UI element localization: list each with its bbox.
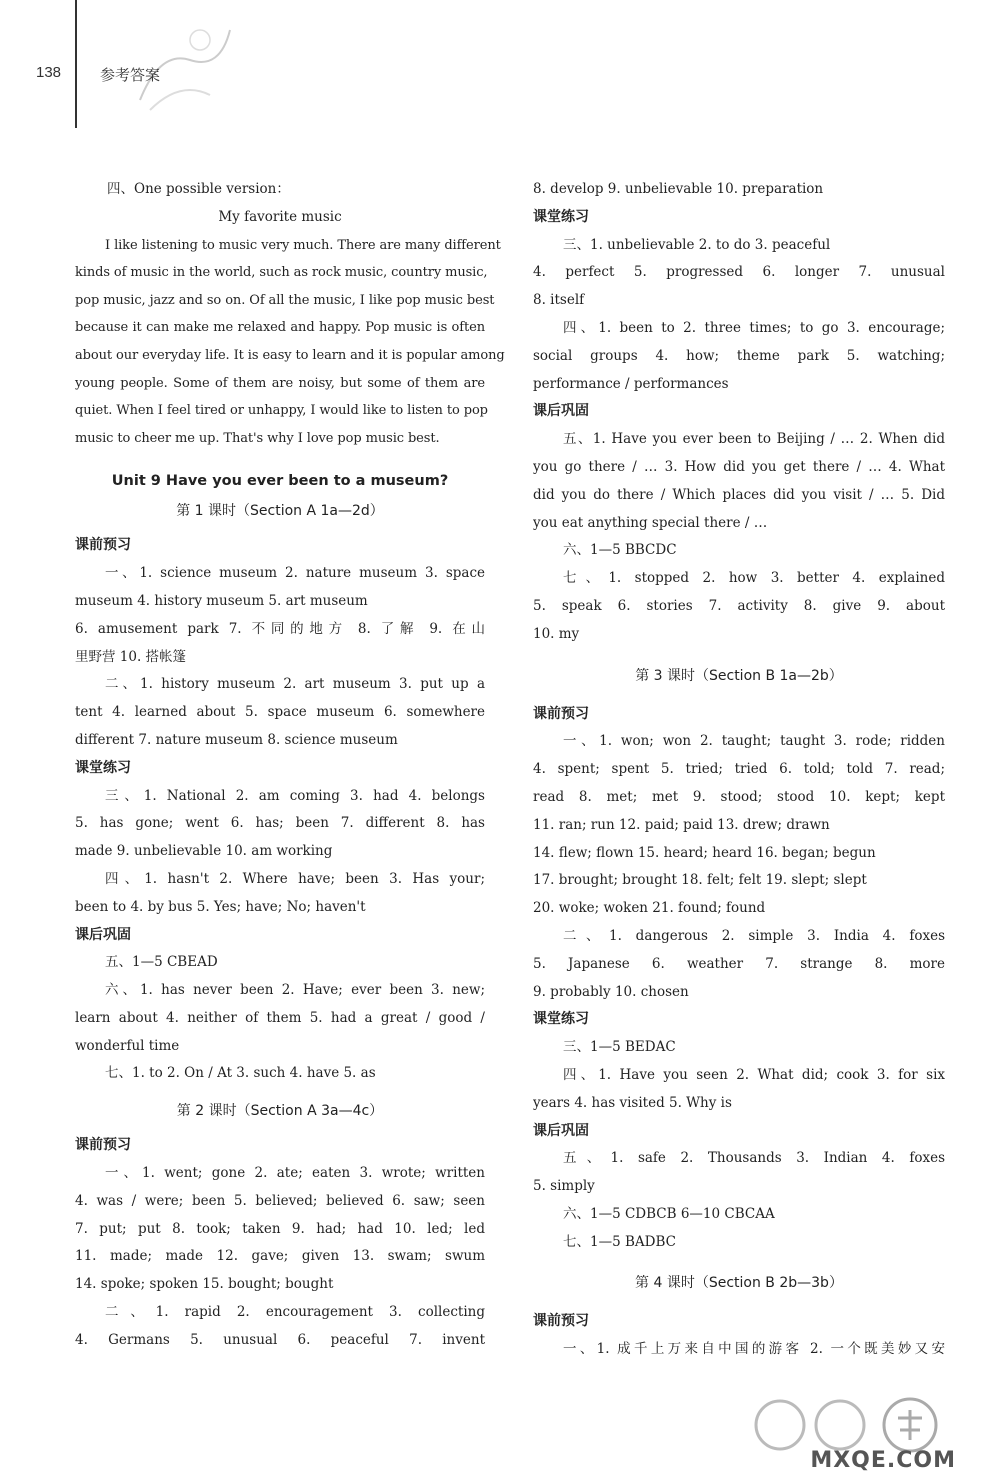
lesson-title: 第 4 课时（Section B 2b—3b） [635,1275,843,1292]
answer-line: 4. was / were; been 5. believed; believed 6. saw; seen [75,1192,485,1209]
answer-line: 五、1. Have you ever been to Beijing / … 2. When did [563,431,945,448]
answer-line: 10. my [533,625,580,642]
answer-line: learn about 4. neither of them 5. had a great / good / [75,1009,485,1026]
answer-line: 5. has gone; went 6. has; been 7. different 8. has [75,815,485,832]
answer-line: 六、1. has never been 2. Have; ever been 3. new; [105,982,485,999]
answer-line: 4. Germans 5. unusual 6. peaceful 7. invent [75,1331,485,1348]
answer-line: social groups 4. how; theme park 5. watching; [533,347,945,364]
answer-line: 14. flew; flown 15. heard; heard 16. began; begun [533,844,876,861]
answer-line: 7. put; put 8. took; taken 9. had; had 10. led; led [75,1220,485,1237]
essay-line: because it can make me relaxed and happy. Pop music is often [75,320,485,336]
answer-line: 17. brought; brought 18. felt; felt 19. slept; slept [533,872,867,889]
answer-line: 20. woke; woken 21. found; found [533,900,766,917]
answer-line: wonderful time [75,1037,180,1054]
answer-line: 四、1. Have you seen 2. What did; cook 3. for six [563,1066,945,1083]
spacer [75,452,485,466]
answer-line: made 9. unbelievable 10. am working [75,843,333,860]
section-heading: 课后巩固 [533,403,589,420]
essay-line: I like listening to music very much. There are many different [105,237,501,253]
essay-title: My favorite music [218,208,342,225]
answer-line: 二、1. history museum 2. art museum 3. put up a [105,676,485,693]
answer-line: 5. simply [533,1178,595,1195]
answer-line: 4. perfect 5. progressed 6. longer 7. unusual [533,264,945,281]
answer-line: 14. spoke; spoken 15. bought; bought [75,1276,334,1293]
section-heading: 课前预习 [533,705,589,722]
answer-line: 里野营 10. 搭帐篷 [75,648,187,665]
watermark-text: MXQE.COM [810,1448,956,1473]
answer-line: 5. speak 6. stories 7. activity 8. give 9. about [533,597,945,614]
answer-line: 七、1. stopped 2. how 3. better 4. explained [563,570,945,587]
answer-line: 一、1. went; gone 2. ate; eaten 3. wrote; written [105,1165,485,1182]
answer-line: 11. made; made 12. gave; given 13. swam; swum [75,1248,485,1265]
left-column [75,176,505,1355]
answer-line: different 7. nature museum 8. science museum [75,731,398,748]
lesson-title: 第 3 课时（Section B 1a—2b） [635,667,843,684]
answer-line: 二、1. rapid 2. encouragement 3. collecting [105,1304,485,1321]
essay-line: music to cheer me up. That's why I love pop music best. [75,430,440,446]
answer-line: you eat anything special there / … [533,514,768,531]
answer-line: 三、1. National 2. am coming 3. had 4. belongs [105,787,485,804]
answer-line: 五、1—5 CBEAD [105,954,218,971]
answer-line: 三、1. unbelievable 2. to do 3. peaceful [563,236,831,253]
answer-line: 一、1. science museum 2. nature museum 3. space [105,565,485,582]
essay-line: kinds of music in the world, such as rock music, country music, [75,265,488,281]
spacer [533,649,945,661]
answer-line: 4. spent; spent 5. tried; tried 6. told; told 7. read; [533,761,945,778]
answer-line: 一、1. won; won 2. taught; taught 3. rode; ridden [563,733,945,750]
lesson-title: 第 2 课时（Section A 3a—4c） [176,1103,384,1120]
answer-line: 8. develop 9. unbelievable 10. preparation [533,181,824,197]
answer-line: 六、1—5 BBCDC [563,542,677,559]
answer-line: 三、1—5 BEDAC [563,1039,676,1056]
section-heading: 课后巩固 [75,926,131,943]
section-heading: 课堂练习 [533,208,589,225]
spacer [533,691,945,701]
answer-line: 六、1—5 CDBCB 6—10 CBCAA [563,1205,775,1222]
answer-line: did you do there / Which places did you visit / … 5. Did [533,486,945,503]
section-heading: 课堂练习 [533,1011,589,1028]
answer-line: 8. itself [533,292,585,309]
answer-line: 一、1. 成千上万来自中国的游客 2. 一个既美妙又安 [563,1341,945,1358]
header-divider [75,0,77,128]
spacer [533,1298,945,1308]
answer-line: 9. probably 10. chosen [533,983,689,1000]
answer-line: tent 4. learned about 5. space museum 6. somewhere [75,704,485,721]
right-column [533,176,945,1364]
page-header [0,0,1000,130]
section-heading: 课后巩固 [533,1122,589,1139]
answer-line: 七、1—5 BADBC [563,1233,676,1250]
answer-line: performance / performances [533,375,729,392]
essay-line: young people. Some of them are noisy, but some of them are [75,375,485,391]
answer-line: 二、1. dangerous 2. simple 3. India 4. foxes [563,927,945,944]
answer-line: read 8. met; met 9. stood; stood 10. kept; kept [533,788,945,805]
essay-intro: 四、One possible version： [107,181,290,197]
answer-line: 四、1. been to 2. three times; to go 3. encourage; [563,319,945,336]
section-heading: 课堂练习 [75,759,131,776]
answer-line: 11. ran; run 12. paid; paid 13. drew; drawn [533,816,830,833]
section-heading: 课前预习 [75,1137,131,1154]
essay-line: about our everyday life. It is easy to learn and it is popular among [75,347,505,363]
page-number: 138 [36,64,62,81]
answer-line: 5. Japanese 6. weather 7. strange 8. more [533,955,945,972]
lesson-title: 第 1 课时（Section A 1a—2d） [176,503,384,520]
section-heading: 课前预习 [75,537,131,554]
section-heading: 课前预习 [533,1313,589,1330]
answer-line: 四、1. hasn't 2. Where have; been 3. Has your; [105,870,485,887]
spacer [533,1256,945,1268]
answer-line: been to 4. by bus 5. Yes; have; No; haven't [75,898,366,915]
page-title: 参考答案 [100,66,161,84]
unit-title: Unit 9 Have you ever been to a museum? [111,473,449,490]
answer-line: 七、1. to 2. On / At 3. such 4. have 5. as [105,1065,376,1082]
essay-line: pop music, jazz and so on. Of all the music, I like pop music best [75,292,495,308]
essay-line: quiet. When I feel tired or unhappy, I would like to listen to pop [75,403,488,419]
answer-line: years 4. has visited 5. Why is [533,1094,732,1111]
answer-line: you go there / … 3. How did you get there / … 4. What [533,458,945,475]
answer-line: 五、1. safe 2. Thousands 3. Indian 4. foxes [563,1150,945,1167]
spacer [75,1088,485,1096]
answer-line: museum 4. history museum 5. art museum [75,592,368,609]
answer-line: 6. amusement park 7. 不同的地方 8. 了解 9. 在山 [75,620,485,637]
